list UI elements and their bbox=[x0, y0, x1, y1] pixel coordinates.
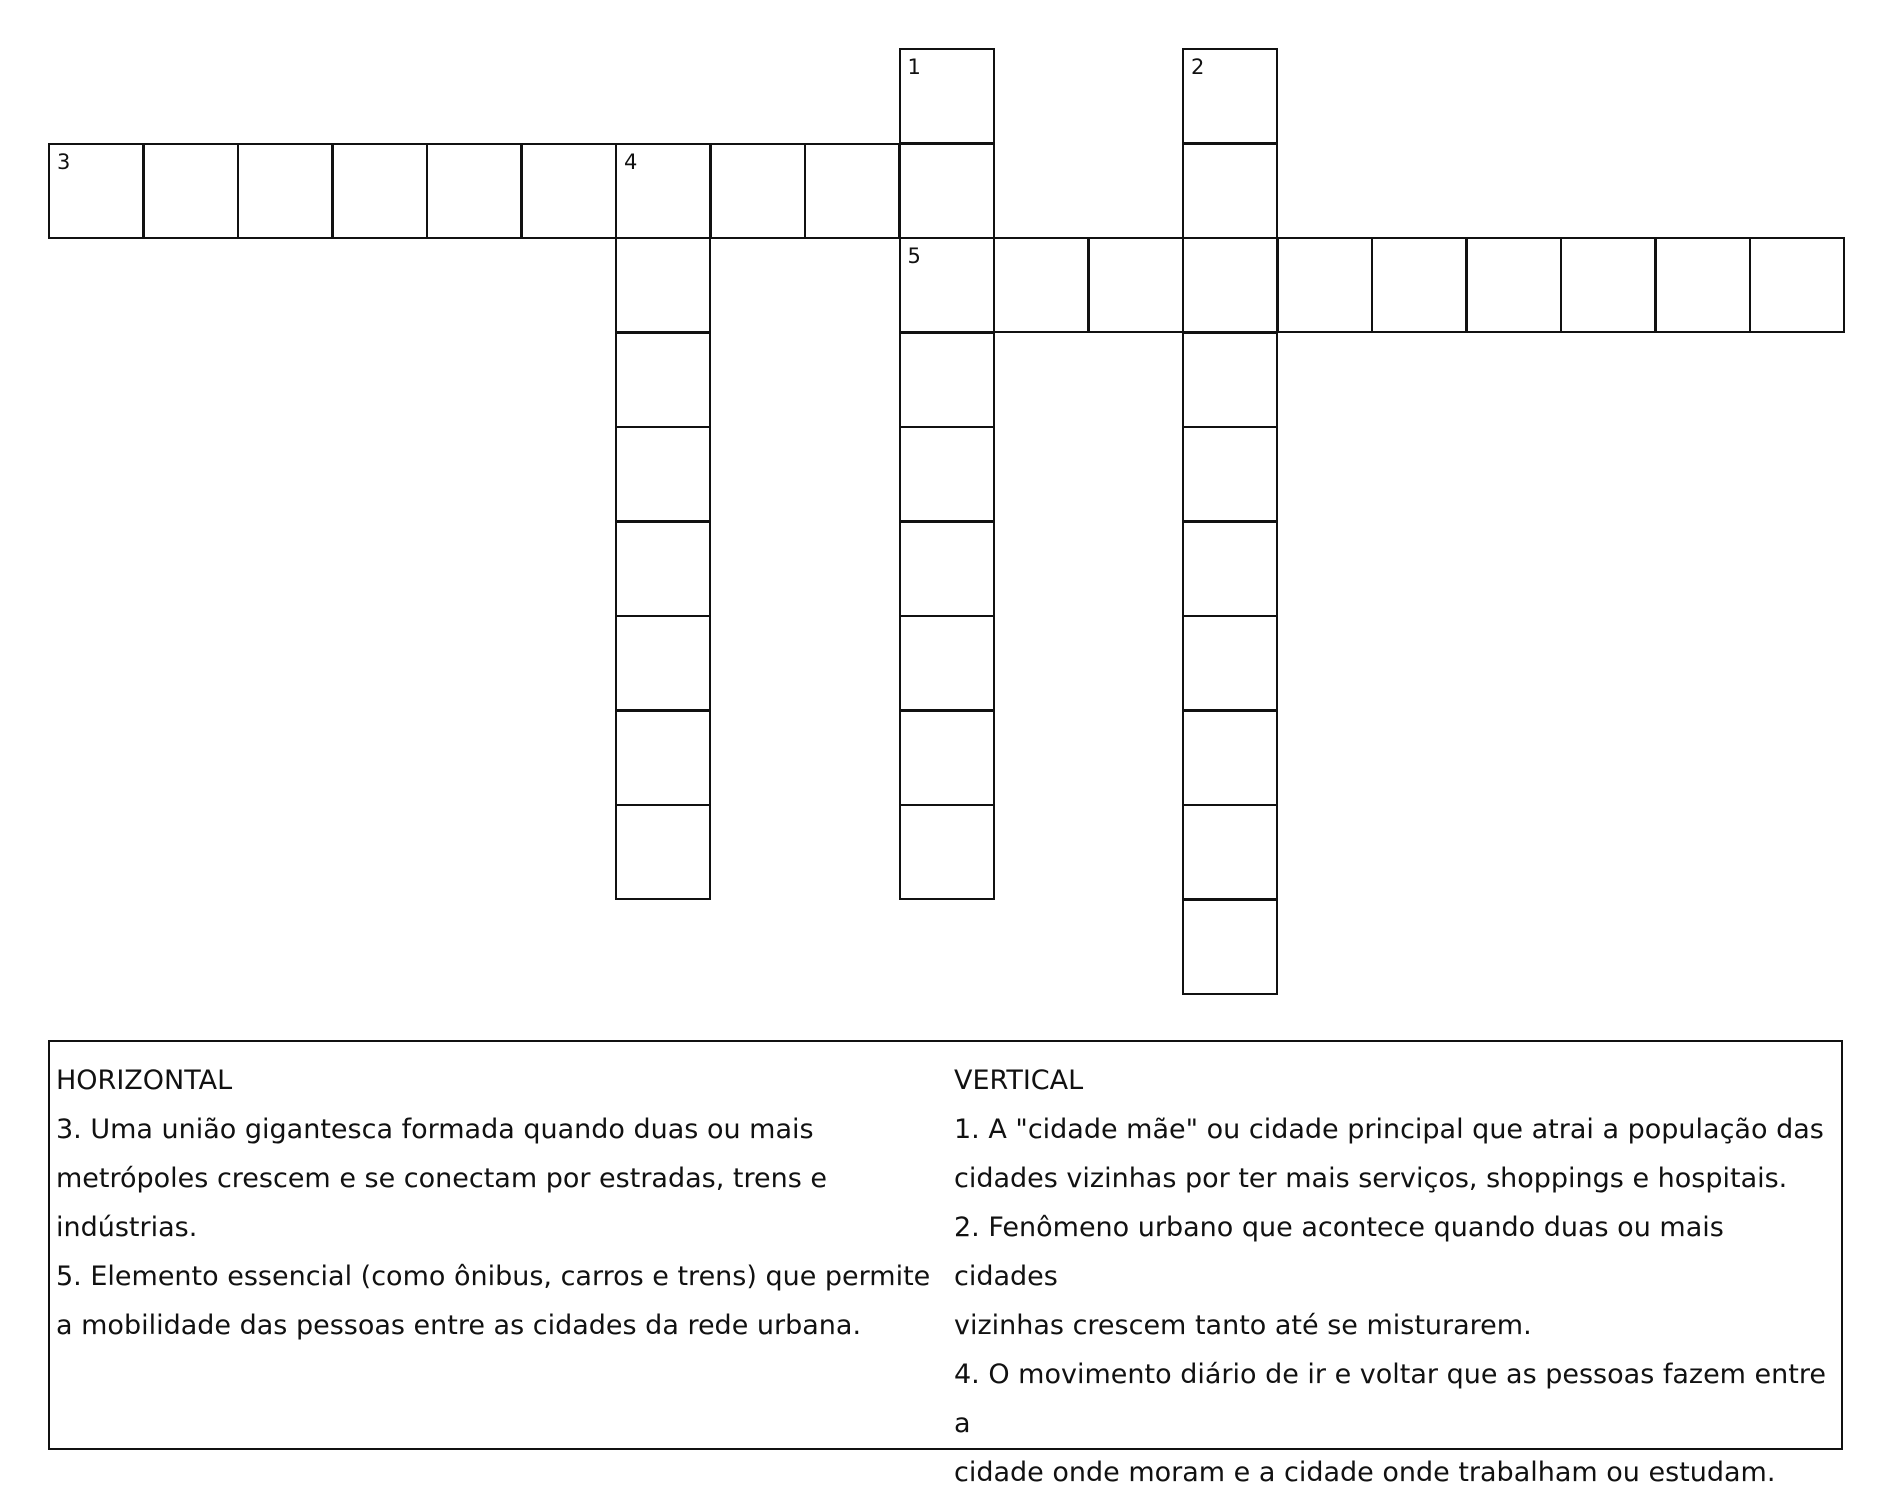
clue-1: 1. A "cidade mãe" ou cidade principal que atrai a população das cidades vizinhas por ter mais serviços, shoppings e hospitais. bbox=[954, 1114, 1824, 1194]
crossword-cell[interactable] bbox=[1182, 804, 1278, 900]
clue-2: 2. Fenômeno urbano que acontece quando duas ou mais cidades vizinhas crescem tanto até se misturarem. bbox=[954, 1212, 1724, 1341]
crossword-cell[interactable] bbox=[1182, 899, 1278, 995]
clues-box bbox=[48, 1040, 1843, 1488]
crossword-cell[interactable] bbox=[1182, 615, 1278, 711]
crossword-cell[interactable] bbox=[899, 615, 995, 711]
crossword-cell[interactable] bbox=[1655, 237, 1751, 333]
crossword-cell[interactable] bbox=[615, 332, 711, 428]
crossword-cell[interactable] bbox=[521, 143, 617, 239]
cell-number: 5 bbox=[907, 244, 921, 268]
crossword-cell[interactable] bbox=[899, 804, 995, 900]
crossword-cell[interactable] bbox=[615, 143, 711, 239]
crossword-cell[interactable] bbox=[993, 237, 1089, 333]
vertical-clues bbox=[954, 1056, 1834, 1497]
crossword-cell[interactable] bbox=[237, 143, 333, 239]
crossword-cell[interactable] bbox=[899, 237, 995, 333]
crossword-cell[interactable] bbox=[615, 615, 711, 711]
crossword-cell[interactable] bbox=[1749, 237, 1845, 333]
crossword-cell[interactable] bbox=[899, 143, 995, 239]
clue-3: 3. Uma união gigantesca formada quando duas ou mais metrópoles crescem e se conectam por estradas, trens e indústrias. bbox=[56, 1114, 827, 1243]
crossword-cell[interactable] bbox=[1088, 237, 1184, 333]
crossword-cell[interactable] bbox=[899, 521, 995, 617]
horizontal-clues bbox=[56, 1056, 946, 1350]
crossword-cell[interactable] bbox=[1182, 521, 1278, 617]
cell-number: 2 bbox=[1191, 55, 1205, 79]
clue-5: 5. Elemento essencial (como ônibus, carros e trens) que permite a mobilidade das pessoas entre as cidades da rede urbana. bbox=[56, 1261, 931, 1341]
crossword-cell[interactable] bbox=[332, 143, 428, 239]
crossword-cell[interactable] bbox=[1560, 237, 1656, 333]
crossword-cell[interactable] bbox=[899, 710, 995, 806]
crossword-cell[interactable] bbox=[1466, 237, 1562, 333]
crossword-cell[interactable] bbox=[426, 143, 522, 239]
crossword-cell[interactable] bbox=[1182, 710, 1278, 806]
clue-4: 4. O movimento diário de ir e voltar que as pessoas fazem entre a cidade onde moram e a cidade onde trabalham ou estudam. bbox=[954, 1359, 1826, 1488]
crossword-cell[interactable] bbox=[1182, 332, 1278, 428]
crossword-cell[interactable] bbox=[899, 426, 995, 522]
crossword-cell[interactable] bbox=[615, 710, 711, 806]
cell-number: 1 bbox=[907, 55, 921, 79]
crossword-cell[interactable] bbox=[1277, 237, 1373, 333]
crossword-cell[interactable] bbox=[804, 143, 900, 239]
crossword-cell[interactable] bbox=[143, 143, 239, 239]
crossword-cell[interactable] bbox=[1371, 237, 1467, 333]
vertical-heading: VERTICAL bbox=[954, 1065, 1084, 1096]
crossword-cell[interactable] bbox=[48, 143, 144, 239]
crossword-cell[interactable] bbox=[615, 426, 711, 522]
cell-number: 3 bbox=[57, 149, 71, 174]
crossword-cell[interactable] bbox=[615, 521, 711, 617]
crossword-cell[interactable] bbox=[899, 48, 995, 144]
crossword-cell[interactable] bbox=[710, 143, 806, 239]
crossword-cell[interactable] bbox=[1182, 48, 1278, 144]
crossword-cell[interactable] bbox=[1182, 237, 1278, 333]
crossword-cell[interactable] bbox=[615, 804, 711, 900]
horizontal-heading: HORIZONTAL bbox=[56, 1065, 233, 1096]
cell-number: 4 bbox=[624, 149, 638, 174]
crossword-cell[interactable] bbox=[1182, 426, 1278, 522]
crossword-cell[interactable] bbox=[1182, 143, 1278, 239]
crossword-cell[interactable] bbox=[899, 332, 995, 428]
crossword-cell[interactable] bbox=[615, 237, 711, 333]
